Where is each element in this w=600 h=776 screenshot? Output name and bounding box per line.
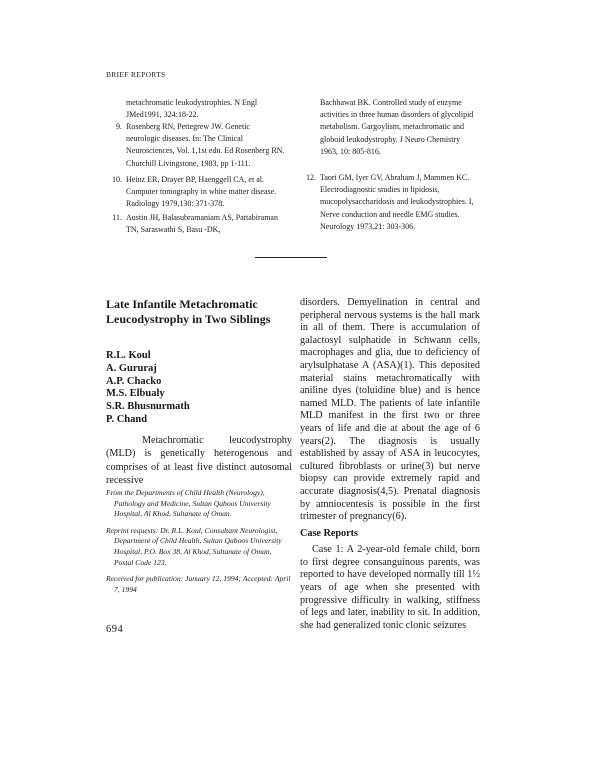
- running-head: BRIEF REPORTS: [106, 70, 166, 79]
- reference-text: Rosenberg RN, Pettegrew JW. Genetic neurologic diseases. In: The Clinical Neurosciences, Vol. 1,1st edn. Ed Rosenberg RN. Churchill Livingstone, 1983, pp 1-111.: [126, 122, 285, 168]
- author: A. Gururaj: [106, 362, 157, 374]
- reprint-requests: Reprint requests: Dr. R.L. Koul, Consultant Neurologist, Department of Child Health, Sultan Qaboos University Hospital, P.O. Box 38, Al Khod, Sultanate of Oman, Postal Code 123.: [106, 525, 282, 567]
- reference-10: [106, 174, 286, 211]
- section-divider: [255, 257, 327, 258]
- author: A.P. Chacko: [106, 375, 162, 387]
- publication-dates: Received for publication: January 12, 1994; Accepted: April 7, 1994: [106, 574, 291, 594]
- reference-text: Heinz ER, Drayer BP, Haenggell CA, et al. Computer tomography in white matter disease. Radiology 1979,130: 371-378.: [126, 175, 277, 209]
- case-1-paragraph: Case 1: A 2-year-old female child, born to first degree consanguinous parents, was reported to have developed normally till 1½ years of age when she presented with progressive difficulty in walking, stiffness of legs and later, inability to sit. In addition, she had generalized tonic clonic seizures: [300, 544, 480, 631]
- author: M.S. Elbualy: [106, 388, 165, 400]
- affiliation-block: [106, 488, 292, 601]
- author: P. Chand: [106, 413, 148, 425]
- reference-number: 12.: [306, 173, 316, 182]
- page-number: 694: [106, 624, 124, 635]
- reference-9: [106, 121, 286, 170]
- reference-number: 10.: [112, 175, 122, 184]
- reference-number: 9.: [116, 122, 122, 131]
- reference-number: 11.: [112, 213, 122, 222]
- article-title: Late Infantile Metachromatic Leucodystrophy in Two Siblings: [106, 297, 271, 326]
- reference-text: Taori GM, Iyer GV, Abraham J, Mammen KC. Electrodiagnostic studies in lipidosis, mucopolysaccharidosis and leukodystrophies. I, Nerve conduction and needle EMG studies. Neurology 1973,21: 303-306.: [320, 173, 474, 231]
- reference-text: Bachhawat BK. Controlled study of enzyme activities in three human disorders of glycolipid metabolism. Gargoylism, metachromatic and globoid leukodystrophy. J Neuro Chemistry 1963, 10: 805-816.: [320, 98, 474, 156]
- reference-text: Austin JH, Balasubramaniam AS, Pattabiraman TN, Saraswathi S, Basu -DK,: [126, 213, 278, 235]
- body-right-column: [300, 297, 480, 632]
- reference-text: metachromatic leukodystrophies. N Engl JMed1991, 324:18-22.: [126, 98, 258, 120]
- author: S.R. Bhusnurmath: [106, 401, 190, 413]
- reference-11-continued: [300, 97, 480, 158]
- author-list: [106, 350, 190, 427]
- affiliation: From the Departments of Child Health (Neurology), Pathology and Medicine, Sultan Qaboos University Hospital, Al Khod, Sultanate of Oman.: [106, 488, 271, 519]
- author: R.L. Koul: [106, 350, 151, 361]
- intro-paragraph: [106, 434, 292, 487]
- intro-text: Metachromatic leucodystrophy (MLD) is genetically heterogenous and comprises of at least five distinct autosomal recessive: [106, 435, 292, 486]
- reference-continued: [106, 97, 286, 121]
- body-paragraph: disorders. Demyelination in central and peripheral nervous systems is the hall mark in all of them. There is accumulation of galactosyl sulphatide in Schwann cells, macrophages and glia, due to deficiency of arylsulphatase A (ASA)(1). This deposited material stains metachromatically with aniline dyes (toluidine blue) and is hence named MLD. The patients of late infantile MLD manifest in the first two or three years of life and die at about the age of 6 years(2). The diagnosis is usually established by assay of ASA in leucocytes, cultured fibroblasts or urine(3) but nerve biopsy can provide extremely rapid and accurate diagnosis(4,5). Prenatal diagnosis by amniocentesis is possible in the first trimester of pregnancy(6).: [300, 297, 480, 523]
- reference-12: [300, 172, 480, 233]
- case-reports-heading: Case Reports: [300, 527, 359, 539]
- reference-11: [106, 212, 286, 236]
